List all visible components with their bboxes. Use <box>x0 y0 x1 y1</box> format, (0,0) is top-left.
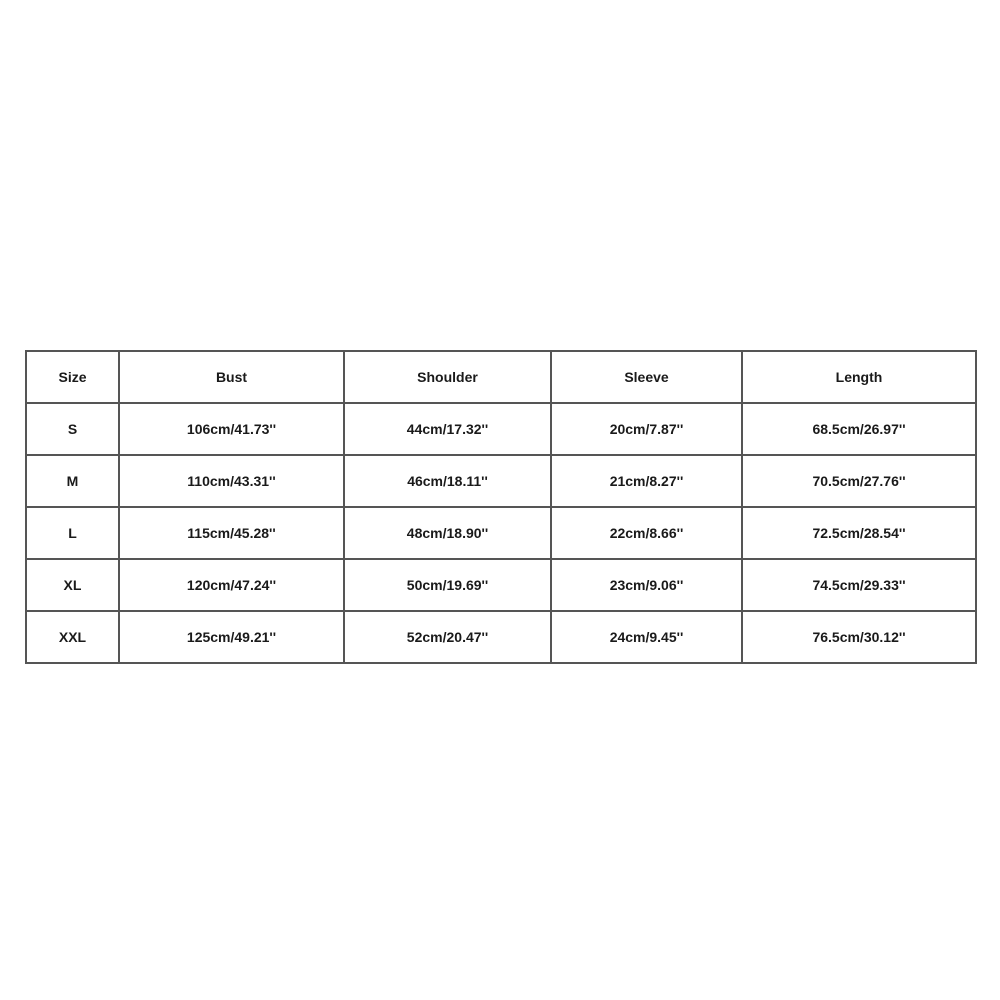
cell-length: 76.5cm/30.12'' <box>742 611 976 663</box>
cell-sleeve: 23cm/9.06'' <box>551 559 742 611</box>
cell-bust: 115cm/45.28'' <box>119 507 344 559</box>
header-cell-shoulder: Shoulder <box>344 351 551 403</box>
cell-length: 72.5cm/28.54'' <box>742 507 976 559</box>
header-cell-size: Size <box>26 351 119 403</box>
cell-bust: 106cm/41.73'' <box>119 403 344 455</box>
header-cell-length: Length <box>742 351 976 403</box>
cell-shoulder: 50cm/19.69'' <box>344 559 551 611</box>
table-row <box>26 559 976 611</box>
cell-length: 68.5cm/26.97'' <box>742 403 976 455</box>
cell-bust: 110cm/43.31'' <box>119 455 344 507</box>
cell-shoulder: 52cm/20.47'' <box>344 611 551 663</box>
cell-length: 74.5cm/29.33'' <box>742 559 976 611</box>
header-cell-sleeve: Sleeve <box>551 351 742 403</box>
cell-size: XL <box>26 559 119 611</box>
header-cell-bust: Bust <box>119 351 344 403</box>
cell-size: M <box>26 455 119 507</box>
cell-length: 70.5cm/27.76'' <box>742 455 976 507</box>
table-row <box>26 403 976 455</box>
cell-sleeve: 22cm/8.66'' <box>551 507 742 559</box>
cell-bust: 125cm/49.21'' <box>119 611 344 663</box>
cell-sleeve: 21cm/8.27'' <box>551 455 742 507</box>
cell-sleeve: 20cm/7.87'' <box>551 403 742 455</box>
cell-size: XXL <box>26 611 119 663</box>
cell-sleeve: 24cm/9.45'' <box>551 611 742 663</box>
size-chart-table <box>25 350 977 664</box>
table-row <box>26 455 976 507</box>
cell-shoulder: 44cm/17.32'' <box>344 403 551 455</box>
cell-size: S <box>26 403 119 455</box>
table-row <box>26 611 976 663</box>
table-row <box>26 507 976 559</box>
cell-shoulder: 46cm/18.11'' <box>344 455 551 507</box>
cell-size: L <box>26 507 119 559</box>
cell-bust: 120cm/47.24'' <box>119 559 344 611</box>
header-row <box>26 351 976 403</box>
cell-shoulder: 48cm/18.90'' <box>344 507 551 559</box>
